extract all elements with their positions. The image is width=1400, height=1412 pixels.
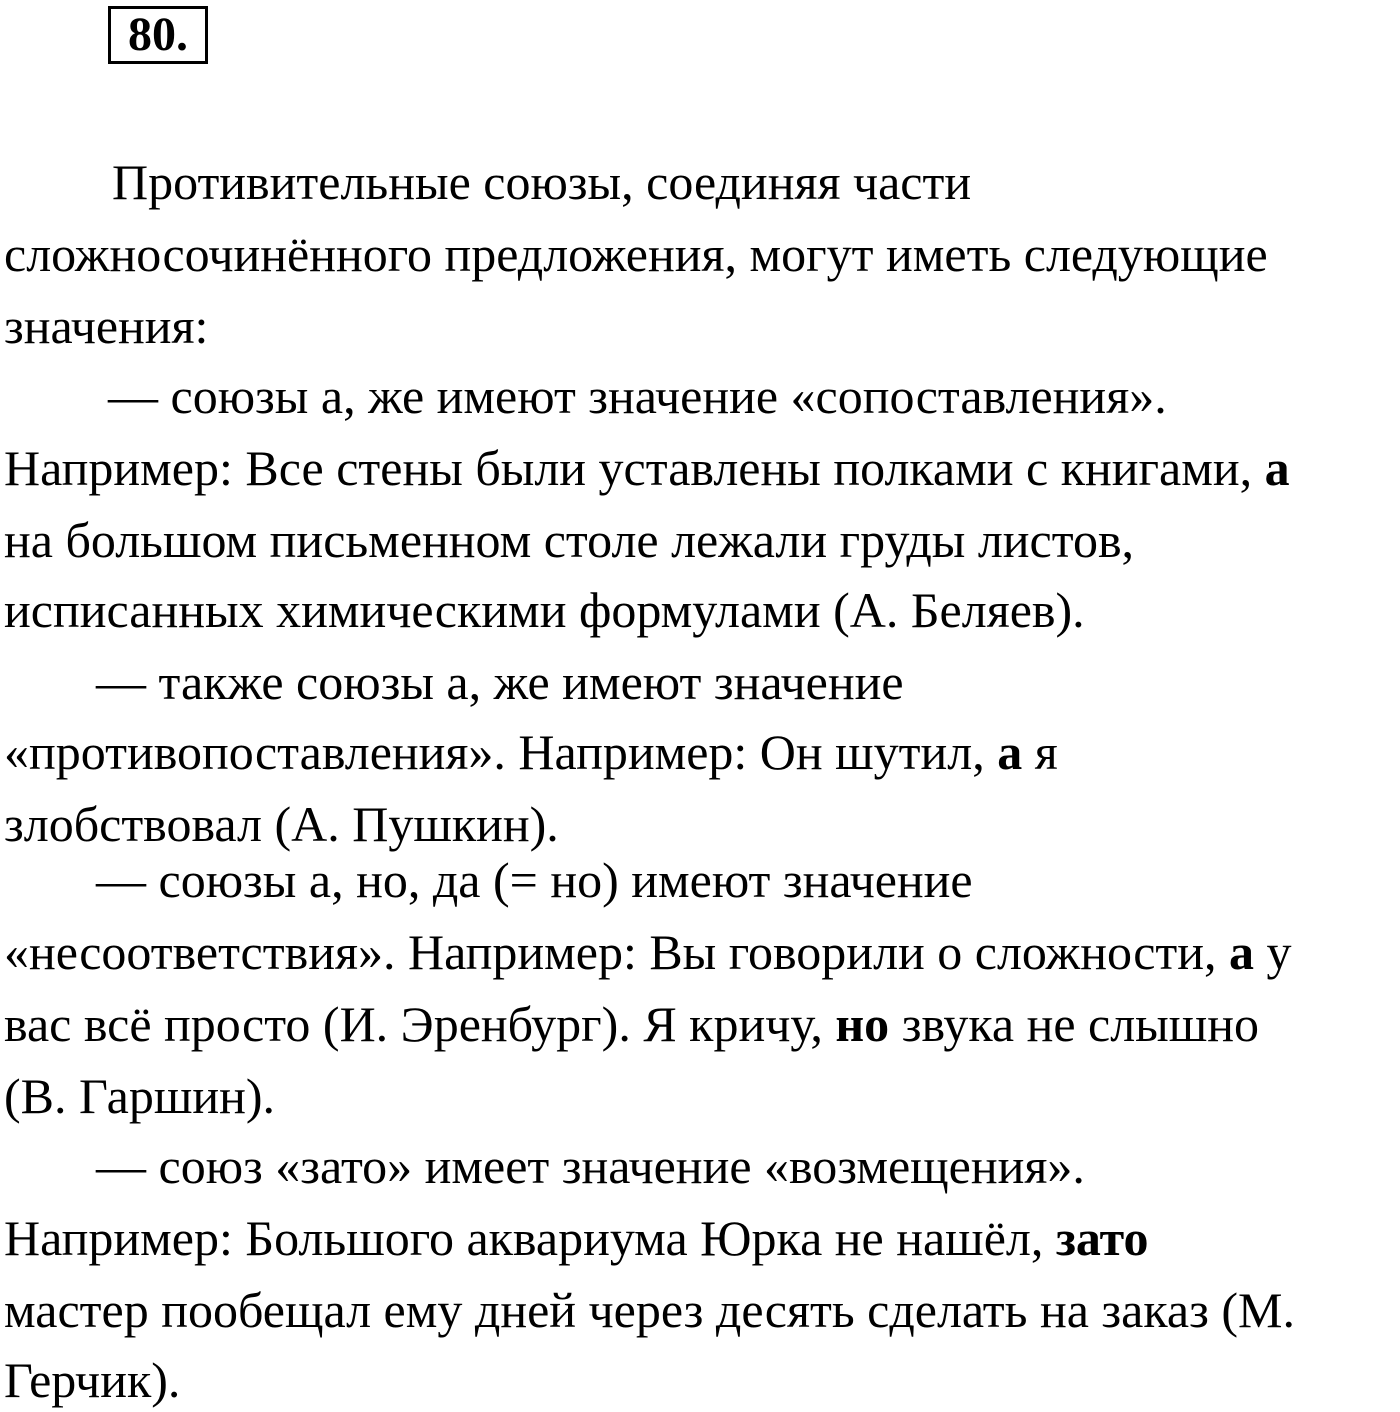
text-line	[4, 1066, 275, 1126]
text-fragment: Например: Все стены были уставлены полками с книгами,	[4, 440, 1265, 496]
text-line	[4, 994, 1259, 1054]
text-line	[112, 152, 971, 212]
text-line	[4, 224, 1268, 284]
text-fragment: Герчик).	[4, 1352, 181, 1408]
text-fragment: злобствовал (А. Пушкин).	[4, 796, 559, 852]
text-fragment: сложносочинённого предложения, могут иметь следующие	[4, 226, 1268, 282]
text-fragment: (В. Гаршин).	[4, 1068, 276, 1124]
text-fragment: Противительные союзы, соединяя части	[112, 154, 972, 210]
bold-conjunction: а	[1229, 924, 1255, 980]
text-line	[4, 580, 1085, 640]
text-line	[4, 794, 559, 854]
text-fragment: у	[1254, 924, 1292, 980]
bold-conjunction: а	[1264, 440, 1290, 496]
text-line	[108, 366, 1167, 426]
text-fragment: исписанных химическими формулами (А. Беляев).	[4, 582, 1085, 638]
text-line	[96, 1136, 1085, 1196]
bold-conjunction: зато	[1055, 1210, 1149, 1266]
bold-conjunction: но	[835, 996, 890, 1052]
text-fragment: на большом письменном столе лежали груды листов,	[4, 512, 1135, 568]
text-fragment: «несоответствия». Например: Вы говорили о сложности,	[4, 924, 1230, 980]
text-fragment: звука не слышно	[889, 996, 1260, 1052]
text-fragment: мастер пообещал ему дней через десять сделать на заказ (М.	[4, 1282, 1295, 1338]
exercise-number: 80.	[108, 6, 208, 64]
text-fragment: — союз «зато» имеет значение «возмещения».	[96, 1138, 1085, 1194]
text-line	[4, 722, 1058, 782]
text-fragment: вас всё просто (И. Эренбург). Я кричу,	[4, 996, 836, 1052]
text-line	[4, 438, 1290, 498]
text-line	[96, 850, 973, 910]
text-line	[4, 1208, 1149, 1268]
text-fragment: я	[1022, 724, 1058, 780]
text-line	[4, 1280, 1295, 1340]
text-fragment: — союзы а, же имеют значение «сопоставления».	[108, 368, 1167, 424]
text-line	[4, 510, 1134, 570]
text-fragment: значения:	[4, 298, 209, 354]
bold-conjunction: а	[997, 724, 1023, 780]
text-fragment: «противопоставления». Например: Он шутил,	[4, 724, 998, 780]
text-fragment: Например: Большого аквариума Юрка не нашёл,	[4, 1210, 1056, 1266]
text-fragment: — союзы а, но, да (= но) имеют значение	[96, 852, 973, 908]
text-line	[4, 1350, 180, 1410]
text-line	[4, 922, 1292, 982]
text-fragment: — также союзы а, же имеют значение	[96, 654, 904, 710]
text-line	[96, 652, 904, 712]
text-line	[4, 296, 208, 356]
